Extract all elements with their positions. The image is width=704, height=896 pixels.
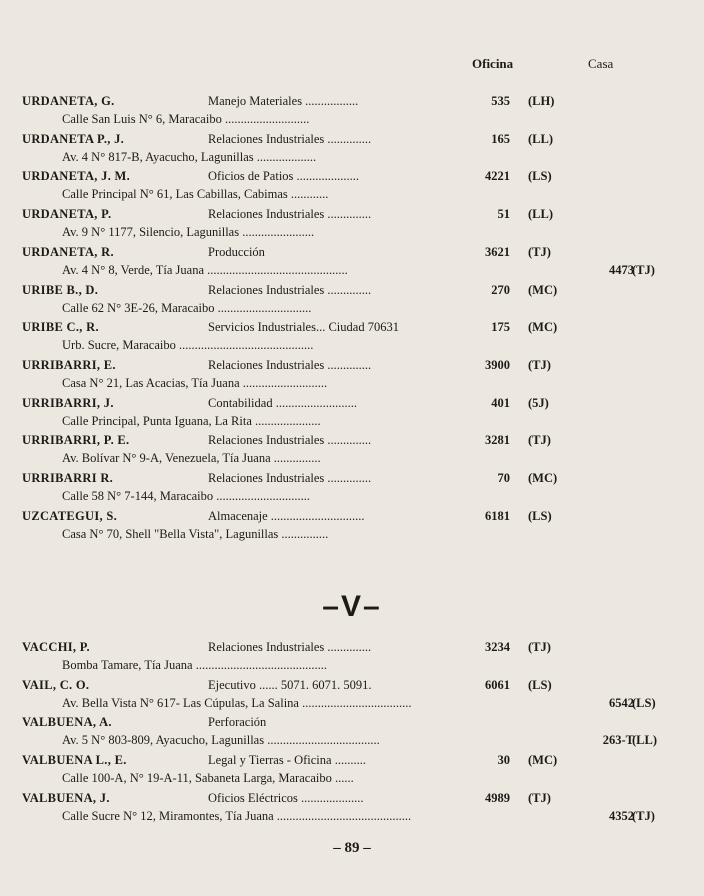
entry-address: Calle Principal, Punta Iguana, La Rita ..................... (62, 413, 321, 428)
entry-department: Oficios de Patios .................... (208, 169, 360, 184)
entry-office-number: 3900 (485, 357, 510, 372)
entry-office-code: (LL) (528, 207, 553, 222)
entry-department: Oficios Eléctricos .................... (208, 790, 364, 805)
entry-address: Calle 100-A, N° 19-A-11, Sabaneta Larga, Maracaibo ...... (62, 771, 354, 786)
directory-entry (22, 132, 692, 170)
entry-address: Casa N° 70, Shell "Bella Vista", Lagunillas ............... (62, 526, 329, 541)
entry-department: Relaciones Industriales .............. (208, 357, 372, 372)
entry-name: URRIBARRI, E. (22, 357, 116, 372)
entry-department: Almacenaje .............................. (208, 508, 365, 523)
entry-home-code: (TJ) (632, 808, 655, 823)
directory-entry (22, 396, 692, 434)
entry-department: Ejecutivo ...... 5071. 6071. 5091. (208, 677, 372, 692)
column-header-casa: Casa (588, 56, 614, 71)
entry-department: Relaciones Industriales .............. (208, 471, 372, 485)
directory-entry (22, 715, 692, 753)
directory-entry (22, 358, 692, 396)
entry-office-code: (LL) (528, 131, 553, 146)
entry-name: URDANETA, P. (22, 207, 112, 222)
entry-name: VACCHI, P. (22, 640, 90, 654)
entry-office-number: 4989 (485, 790, 510, 805)
entry-office-code: (TJ) (528, 357, 551, 372)
entry-name: VALBUENA, J. (22, 790, 110, 805)
entry-address: Av. Bella Vista N° 617- Las Cúpulas, La Salina ................................... (62, 695, 412, 710)
entry-office-number: 165 (491, 131, 510, 146)
directory-entry (22, 169, 692, 207)
directory-entry (22, 753, 692, 791)
entry-department: Perforación (208, 715, 267, 730)
directory-entry (22, 283, 692, 321)
entry-department: Relaciones Industriales .............. (208, 640, 372, 654)
directory-entry (22, 791, 692, 829)
entry-office-code: (LS) (528, 508, 552, 523)
entry-address: Av. 4 N° 8, Verde, Tía Juana ............................................. (62, 262, 348, 277)
entry-address: Calle Sucre N° 12, Miramontes, Tía Juana ........................................... (62, 808, 412, 823)
entry-address: Calle Principal N° 61, Las Cabillas, Cabimas ............ (62, 187, 329, 202)
entry-office-number: 4221 (485, 169, 510, 184)
entry-department: Producción (208, 244, 265, 259)
entry-office-number: 70 (497, 471, 510, 485)
entry-office-number: 401 (491, 395, 510, 410)
entry-address: Calle 58 N° 7-144, Maracaibo .............................. (62, 489, 311, 503)
entry-department: Servicios Industriales... Ciudad 70631 (208, 320, 399, 335)
directory-entry (22, 245, 692, 283)
section-letter: –V– (322, 590, 382, 623)
directory-entry (22, 509, 692, 547)
entry-address: Av. Bolívar N° 9-A, Venezuela, Tía Juana ............... (62, 451, 321, 466)
entry-address: Calle San Luis N° 6, Maracaibo ........................... (62, 112, 310, 126)
page-number: – 89 – (333, 840, 371, 856)
entry-department: Manejo Materiales ................. (208, 94, 359, 108)
entry-home-number: 4352 (609, 808, 634, 823)
entry-name: VALBUENA L., E. (22, 753, 127, 768)
entry-office-code: (MC) (528, 320, 558, 335)
entry-address: Av. 4 N° 817-B, Ayacucho, Lagunillas ................... (62, 149, 317, 164)
entry-name: URDANETA, J. M. (22, 169, 131, 184)
directory-entry (22, 433, 692, 471)
entry-office-code: (MC) (528, 471, 558, 485)
entry-department: Legal y Tierras - Oficina .......... (208, 753, 366, 768)
entry-office-number: 30 (497, 753, 510, 768)
entry-address: Calle 62 N° 3E-26, Maracaibo .............................. (62, 300, 312, 315)
entry-office-code: (MC) (528, 282, 558, 297)
entry-name: VALBUENA, A. (22, 715, 112, 730)
entry-office-code: (TJ) (528, 433, 551, 448)
directory-entry (22, 320, 692, 358)
entry-home-code: (LL) (632, 733, 657, 748)
entry-address: Casa N° 21, Las Acacias, Tía Juana ........................... (62, 375, 328, 390)
entry-name: URRIBARRI R. (22, 471, 114, 485)
directory-entry (22, 207, 692, 245)
entry-home-number: 4473 (609, 262, 634, 277)
entry-name: VAIL, C. O. (22, 677, 90, 692)
entry-office-number: 175 (491, 320, 510, 335)
entry-address: Av. 9 N° 1177, Silencio, Lagunillas ....................... (62, 225, 315, 240)
entry-office-code: (LS) (528, 169, 552, 184)
entry-office-code: (LH) (528, 94, 555, 108)
directory-entry (22, 640, 692, 678)
column-header-oficina: Oficina (472, 56, 514, 71)
directory-entry (22, 471, 692, 509)
entry-department: Relaciones Industriales .............. (208, 433, 372, 448)
entry-address: Bomba Tamare, Tía Juana .......................................... (62, 658, 327, 672)
entry-office-code: (5J) (528, 395, 549, 410)
entry-address: Urb. Sucre, Maracaibo ........................................... (62, 338, 314, 353)
entry-name: URIBE C., R. (22, 320, 99, 335)
entry-office-code: (MC) (528, 753, 558, 768)
entry-office-number: 51 (497, 207, 510, 222)
entry-home-number: 6542 (609, 695, 634, 710)
entry-name: URDANETA P., J. (22, 131, 125, 146)
directory-entry (22, 94, 692, 132)
entry-name: UZCATEGUI, S. (22, 508, 118, 523)
entry-office-number: 270 (491, 282, 510, 297)
entry-office-number: 6061 (485, 677, 510, 692)
entry-office-code: (LS) (528, 677, 552, 692)
entry-office-number: 535 (491, 94, 510, 108)
entry-office-number: 3621 (485, 244, 510, 259)
entry-department: Relaciones Industriales .............. (208, 207, 372, 222)
entry-home-code: (LS) (632, 695, 656, 710)
entry-name: URDANETA, G. (22, 94, 115, 108)
entry-department: Relaciones Industriales .............. (208, 131, 372, 146)
entry-department: Relaciones Industriales .............. (208, 282, 372, 297)
entry-office-code: (TJ) (528, 244, 551, 259)
entry-address: Av. 5 N° 803-809, Ayacucho, Lagunillas .................................... (62, 733, 380, 748)
entry-office-code: (TJ) (528, 790, 551, 805)
entry-name: URDANETA, R. (22, 244, 114, 259)
entry-home-code: (TJ) (632, 262, 655, 277)
entry-home-number: 263-T (602, 733, 634, 748)
entry-office-number: 6181 (485, 508, 510, 523)
entry-office-code: (TJ) (528, 640, 551, 654)
entry-name: URRIBARRI, J. (22, 395, 114, 410)
entry-office-number: 3281 (485, 433, 510, 448)
entry-name: URIBE B., D. (22, 282, 99, 297)
entry-name: URRIBARRI, P. E. (22, 433, 130, 448)
entry-office-number: 3234 (485, 640, 510, 654)
directory-entry (22, 678, 692, 716)
entry-department: Contabilidad .......................... (208, 395, 357, 410)
